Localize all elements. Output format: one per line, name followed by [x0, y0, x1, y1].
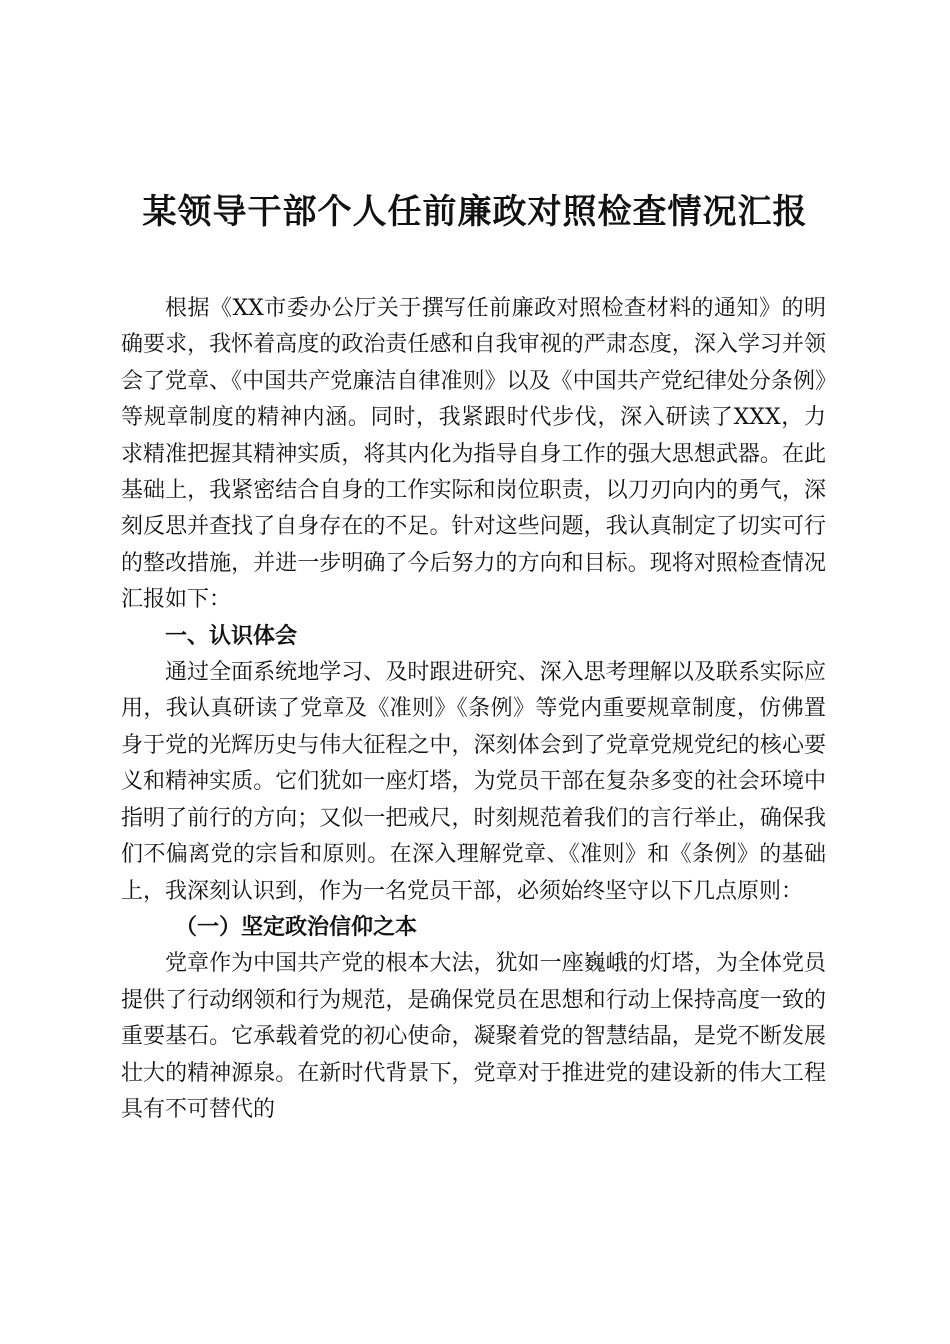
subsection-paragraph: 党章作为中国共产党的根本大法，犹如一座巍峨的灯塔，为全体党员提供了行动纲领和行为规范，是确保党员在思想和行动上保持高度一致的重要基石。它承载着党的初心使命，凝聚着党的智慧结晶，是党不断发展壮大的精神源泉。在新时代背景下，党章对于推进党的建设新的伟大工程具有不可替代的 — [121, 951, 826, 1122]
document-body — [121, 291, 826, 1128]
intro-paragraph: 根据《XX市委办公厅关于撰写任前廉政对照检查材料的通知》的明确要求，我怀着高度的政治责任感和自我审视的严肃态度，深入学习并领会了党章、《中国共产党廉洁自律准则》以及《中国共产党纪律处分条例》等规章制度的精神内涵。同时，我紧跟时代步伐，深入研读了XXX，力求精准把握其精神实质，将其内化为指导自身工作的强大思想武器。在此基础上，我紧密结合自身的工作实际和岗位职责，以刀刃向内的勇气，深刻反思并查找了自身存在的不足。针对这些问题，我认真制定了切实可行的整改措施，并进一步明确了今后努力的方向和目标。现将对照检查情况汇报如下： — [121, 296, 826, 613]
section-heading: 一、认识体会 — [165, 623, 298, 649]
section-paragraph: 通过全面系统地学习、及时跟进研究、深入思考理解以及联系实际应用，我认真研读了党章及《准则》《条例》等党内重要规章制度，仿佛置身于党的光辉历史与伟大征程之中，深刻体会到了党章党规党纪的核心要义和精神实质。它们犹如一座灯塔，为党员干部在复杂多变的社会环境中指明了前行的方向；又似一把戒尺，时刻规范着我们的言行举止，确保我们不偏离党的宗旨和原则。在深入理解党章、《准则》和《条例》的基础上，我深刻认识到，作为一名党员干部，必须始终坚守以下几点原则： — [121, 660, 826, 904]
document-title: 某领导干部个人任前廉政对照检查情况汇报 — [142, 192, 808, 232]
subsection-heading: （一）坚定政治信仰之本 — [175, 914, 418, 940]
